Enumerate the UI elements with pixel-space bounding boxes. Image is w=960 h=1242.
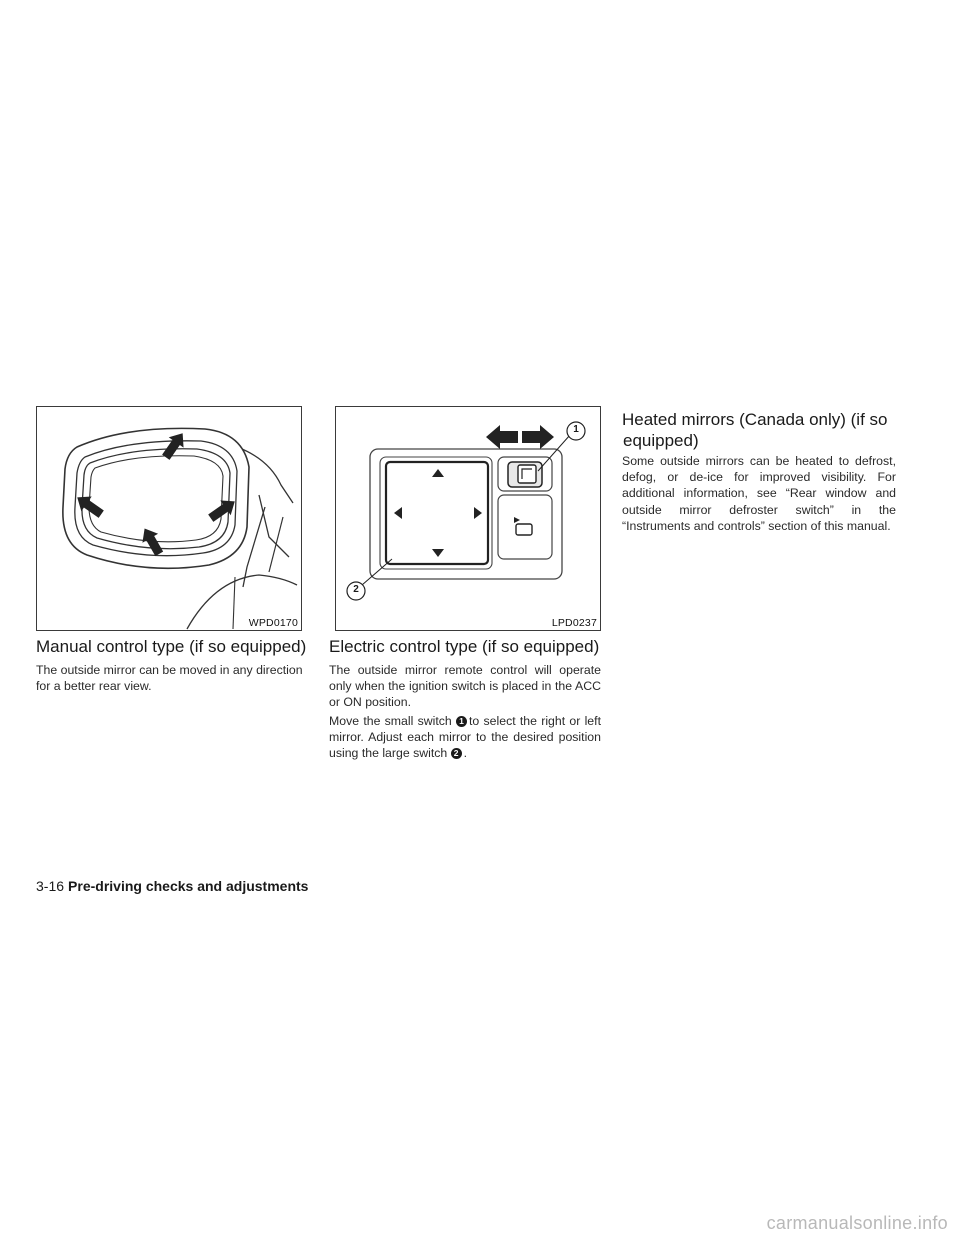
heading-line: equipped) — [623, 431, 699, 450]
chapter-title: Pre-driving checks and adjustments — [68, 878, 309, 894]
heated-mirrors-text: Some outside mirrors can be heated to defrost, defog, or de-ice for improved visibility. For additional information, see “Rear window and outside mirror defroster switch” in the “Instruments and controls” section of this manual. — [622, 454, 896, 533]
electric-control-text-2 — [329, 713, 601, 762]
ref-circle-1: 1 — [456, 716, 467, 727]
text-part: to select the right or left mirror. Adjust each mirror to the desired position using the large switch — [329, 714, 601, 761]
page-number: 3-16 — [36, 878, 65, 894]
electric-control-heading: Electric control type (if so equipped) — [329, 637, 600, 656]
electric-switch-figure — [335, 406, 601, 631]
callout-2: 2 — [353, 584, 359, 595]
figure-code: WPD0170 — [248, 617, 298, 629]
manual-control-heading: Manual control type (if so equipped) — [36, 637, 307, 656]
electric-switch-illustration — [336, 407, 600, 630]
page-footer — [36, 878, 308, 894]
text-part: . — [463, 746, 468, 761]
heated-mirrors-heading — [622, 409, 912, 451]
watermark: carmanualsonline.info — [766, 1213, 948, 1233]
callout-1: 1 — [573, 424, 579, 435]
figure-code: LPD0237 — [551, 617, 597, 629]
text-part: Move the small switch — [329, 714, 452, 728]
manual-mirror-figure — [36, 406, 302, 631]
manual-mirror-illustration — [37, 407, 301, 630]
manual-control-text: The outside mirror can be moved in any direction for a better rear view. — [36, 663, 303, 694]
ref-circle-2: 2 — [451, 748, 462, 759]
electric-control-text-1: The outside mirror remote control will operate only when the ignition switch is placed in the ACC or ON position. — [329, 663, 601, 710]
heading-line: Heated mirrors (Canada only) (if so — [622, 410, 888, 429]
